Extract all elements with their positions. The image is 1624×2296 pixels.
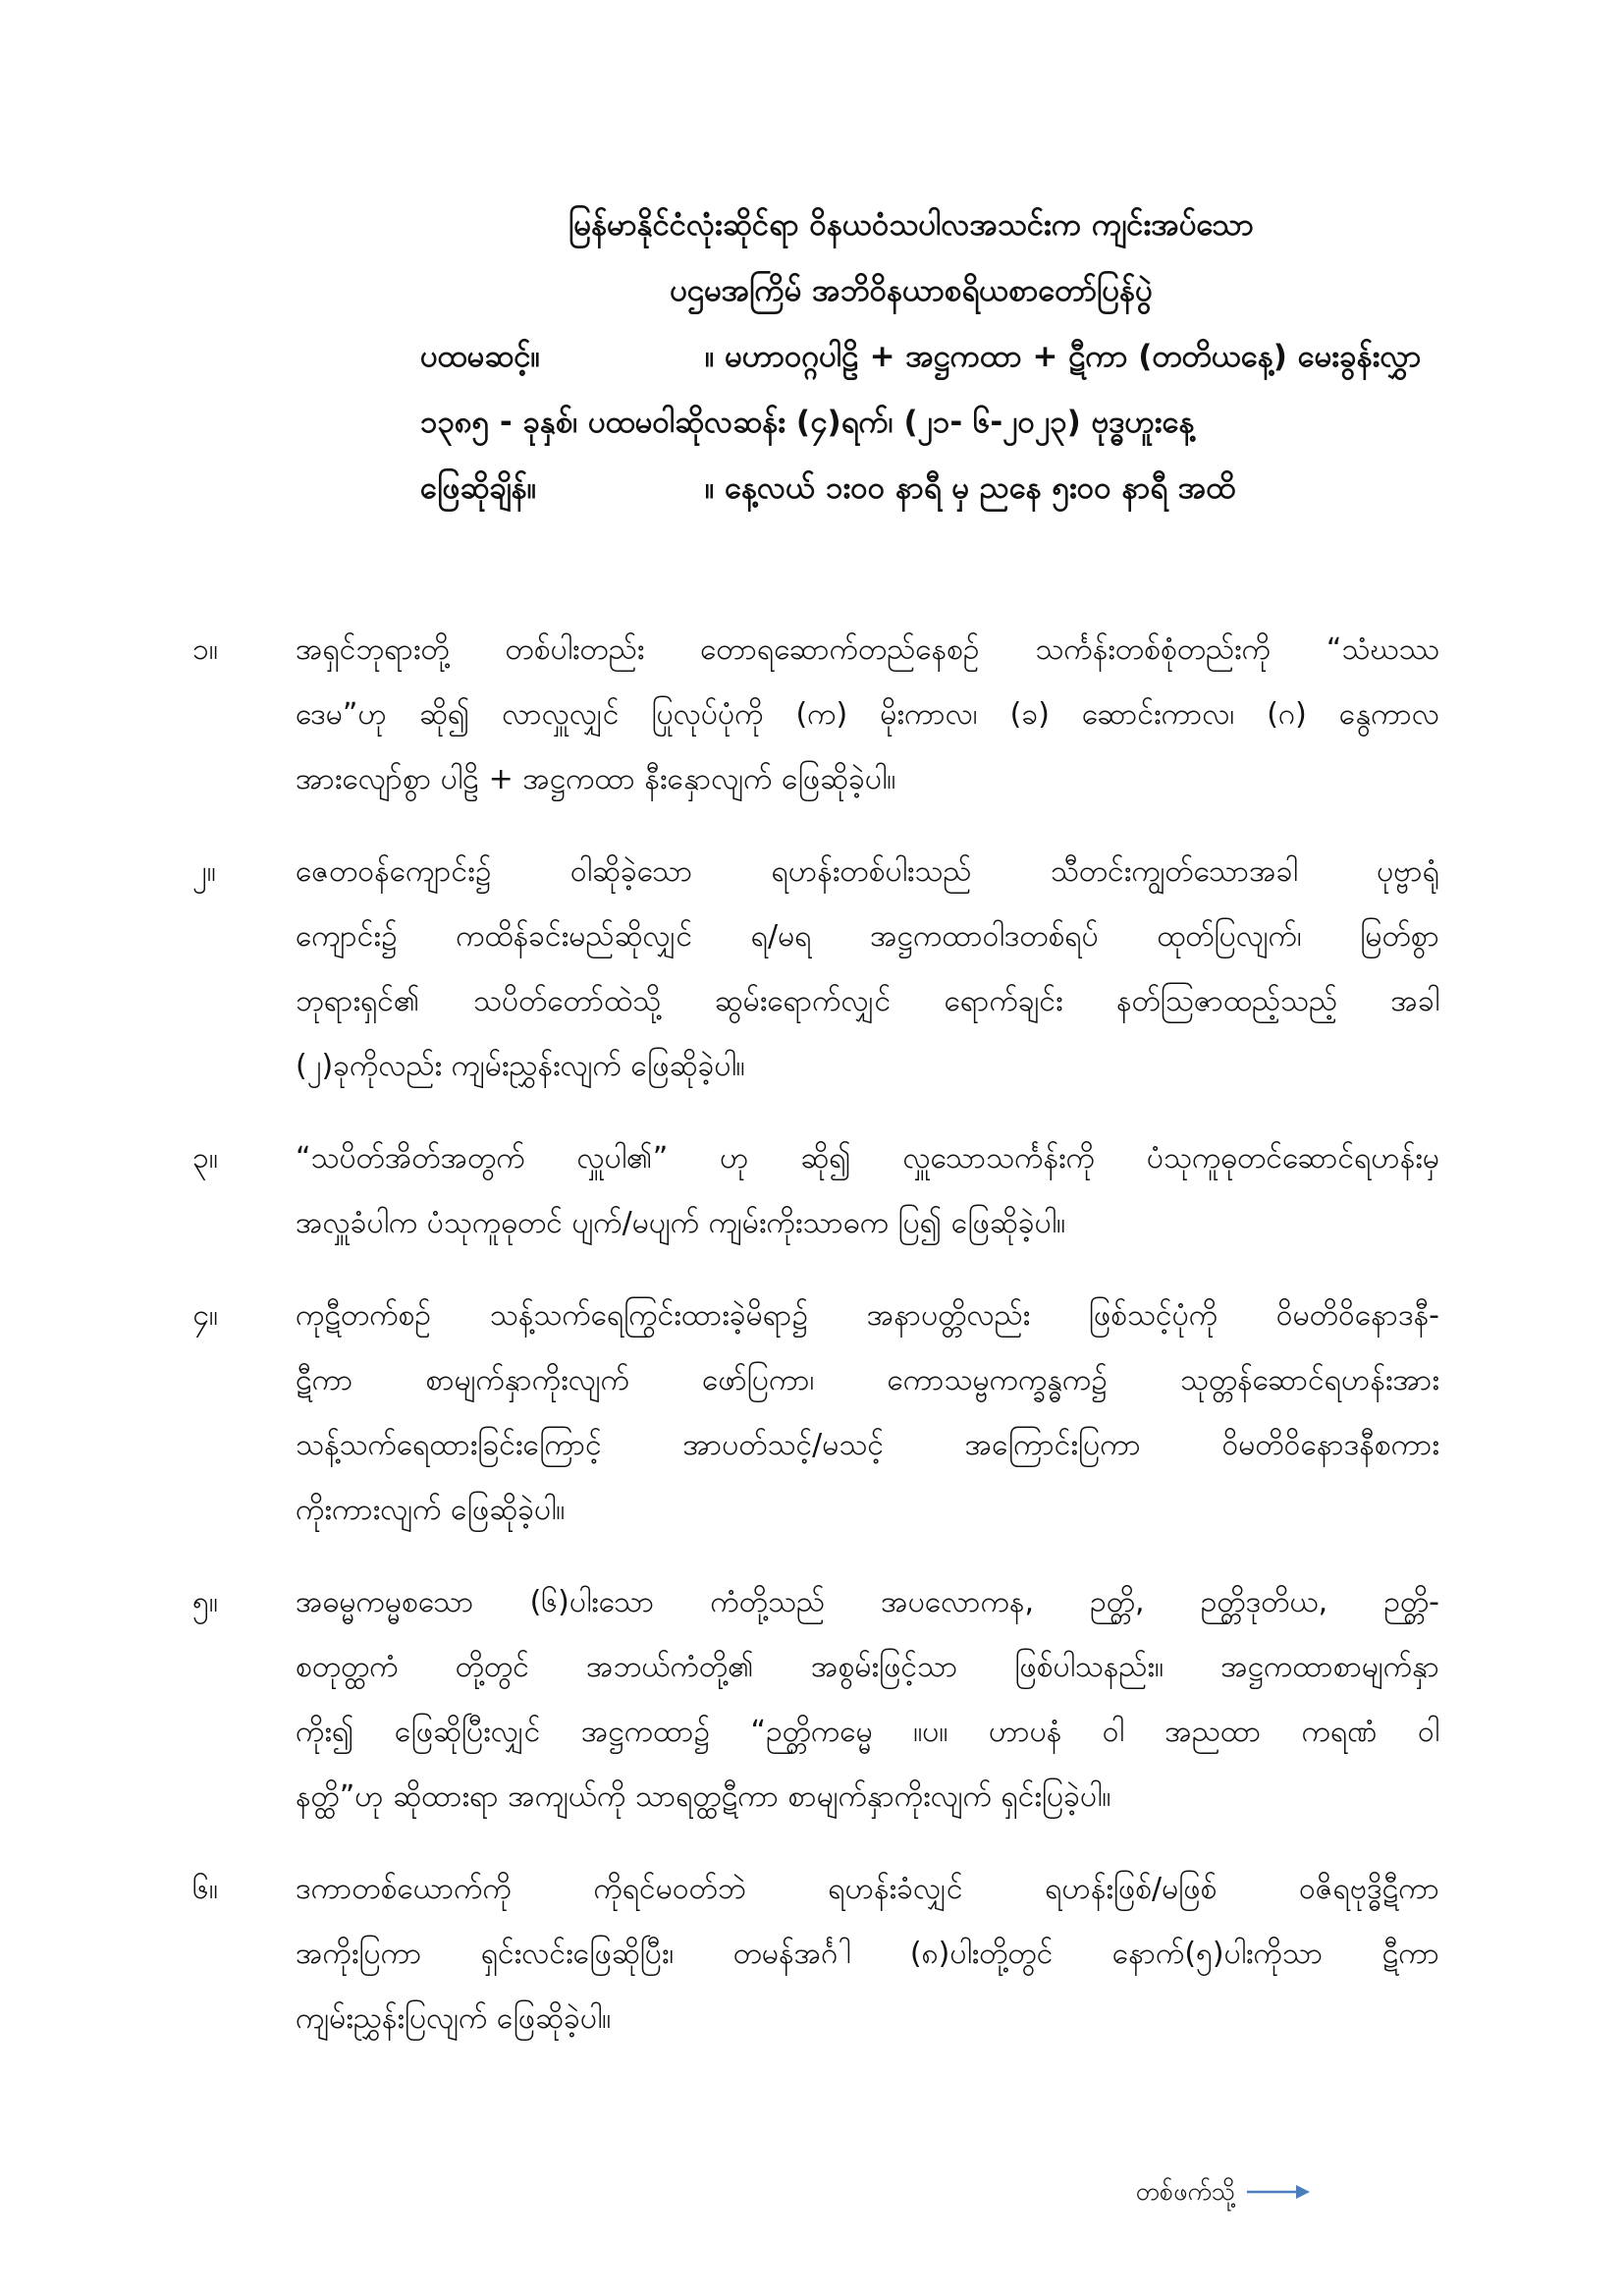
header-stage-row	[420, 324, 1549, 390]
header-time-value: ။ နေ့လယ် ၁း၀၀ နာရီ မှ ညနေ ၅း၀၀ နာရီ အထိ	[705, 470, 1236, 506]
question-line: အလှူခံပါက ပံသုကူဓုတင် ပျက်/မပျက် ကျမ်းကိုးသာဓက ပြ၍ ဖြေဆိုခဲ့ပါ။	[296, 1206, 1066, 1240]
question-text	[296, 1857, 1439, 2051]
question-line: ဒေမ”ဟု ဆို၍ လာလှူလျှင် ပြုလုပ်ပုံကို (က) မိုးကာလ၊ (ခ) ဆောင်းကာလ၊ (ဂ) နွေကာလ	[296, 697, 1439, 732]
question-line: ကျောင်း၌ ကထိန်ခင်းမည်ဆိုလျှင် ရ/မရ အဋ္ဌကထာဝါဒတစ်ရပ် ထုတ်ပြလျက်၊ မြတ်စွာ	[296, 919, 1439, 954]
question-line: ဇေတဝန်ကျောင်း၌ ဝါဆိုခဲ့သော ရဟန်းတစ်ပါးသည် သီတင်းကျွတ်သောအခါ ပုဗ္ဗာရုံ	[296, 854, 1439, 889]
question-number: ၁။	[192, 632, 218, 667]
question-line: “သပိတ်အိတ်အတွက် လှူပါ၏” ဟု ဆို၍ လှူသောသင်္ကန်းကို ပံသုကူဓုတင်ဆောင်ရဟန်းမှ	[296, 1141, 1439, 1175]
header-details	[420, 324, 1549, 521]
arrow-right-icon	[1247, 2182, 1310, 2202]
question-text	[296, 618, 1439, 812]
question-line: နတ္ထိ”ဟု ဆိုထားရာ အကျယ်ကို သာရတ္ထဋီကာ စာမျက်နှာကိုးလျက် ရှင်းပြခဲ့ပါ။	[296, 1779, 1111, 1814]
question-list	[192, 618, 1439, 2079]
question-line: ဒကာတစ်ယောက်ကို ကိုရင်မဝတ်ဘဲ ရဟန်းခံလျှင် ရဟန်းဖြစ်/မဖြစ် ဝဇိရဗုဒ္ဓိဋီကာ	[296, 1872, 1439, 1906]
question-line: သန့်သက်ရေထားခြင်းကြောင့် အာပတ်သင့်/မသင့် အကြောင်းပြကာ ဝိမတိဝိနောဒနီစကား	[296, 1428, 1439, 1462]
header-stage-value: ။ မဟာဝဂ္ဂပါဠိ + အဋ္ဌကထာ + ဋီကာ (တတိယနေ့) မေးခွန်းလွှာ	[705, 339, 1422, 374]
header-stage-label: ပထမဆင့်။	[420, 339, 540, 374]
question-line: ဘုရားရှင်၏ သပိတ်တော်ထဲသို့ ဆွမ်းရောက်လျှင် ရောက်ချင်း နတ်ဩဇာထည့်သည့် အခါ	[296, 984, 1439, 1018]
question-item-2	[192, 840, 1439, 1099]
question-line: အဓမ္မကမ္မစသော (၆)ပါးသော ကံတို့သည် အပလောကန, ဉတ္တိ, ဉတ္တိဒုတိယ, ဉတ္တိ-	[296, 1585, 1439, 1619]
question-text	[296, 1284, 1439, 1543]
question-line: ကိုး၍ ဖြေဆိုပြီးလျှင် အဋ္ဌကထာ၌ “ဉတ္တိကမ္မေ ။ပ။ ဟာပနံ ဝါ အညထာ ကရဏံ ဝါ	[296, 1715, 1439, 1749]
question-line: (၂)ခုကိုလည်း ကျမ်းညွှန်းလျက် ဖြေဆိုခဲ့ပါ။	[296, 1049, 745, 1083]
question-item-5	[192, 1570, 1439, 1830]
question-text	[296, 1570, 1439, 1830]
question-item-4	[192, 1284, 1439, 1543]
question-text	[296, 1126, 1439, 1256]
question-number: ၄။	[192, 1298, 218, 1333]
question-line: အကိုးပြကာ ရှင်းလင်းဖြေဆိုပြီး၊ တမန်အင်္ဂါ (၈)ပါးတို့တွင် နောက်(၅)ပါးကိုသာ ဋီကာ	[296, 1937, 1439, 1971]
question-line: အားလျော်စွာ ပါဠိ + အဋ္ဌကထာ နီးနှောလျက် ဖြေဆိုခဲ့ပါ။	[296, 762, 896, 796]
question-line: ဋီကာ စာမျက်နှာကိုးလျက် ဖော်ပြကာ၊ ကောသမ္ဗကက္ခန္ဓက၌ သုတ္တန်ဆောင်ရဟန်းအား	[296, 1363, 1439, 1397]
question-line: ကုဋီတက်စဉ် သန့်သက်ရေကြွင်းထားခဲ့မိရာ၌ အနာပတ္တိလည်း ဖြစ်သင့်ပုံကို ဝိမတိဝိနောဒနီ-	[296, 1298, 1439, 1333]
header-title-line2: ပဌမအကြိမ် အဘိဝိနယာစရိယစာတော်ပြန်ပွဲ	[670, 273, 1153, 308]
question-item-6	[192, 1857, 1439, 2051]
question-number: ၅။	[192, 1585, 218, 1619]
continue-label: တစ်ဖက်သို့	[1135, 2177, 1235, 2206]
question-line: ကျမ်းညွှန်းပြလျက် ဖြေဆိုခဲ့ပါ။	[296, 2001, 612, 2036]
header-time-label: ဖြေဆိုချိန်။	[420, 470, 537, 506]
question-number: ၂။	[192, 854, 216, 889]
header-title	[371, 192, 1451, 324]
question-item-1	[192, 618, 1439, 812]
question-text	[296, 840, 1439, 1099]
question-line: အရှင်ဘုရားတို့ တစ်ပါးတည်း တောရဆောက်တည်နေစဉ် သင်္ကန်းတစ်စုံတည်းကို “သံဃဿ	[296, 632, 1439, 667]
header-date-line: ၁၃၈၅ - ခုနှစ်၊ ပထမဝါဆိုလဆန်း (၄)ရက်၊ (၂၁- ၆-၂၀၂၃) ဗုဒ္ဓဟူးနေ့	[420, 405, 1195, 440]
question-line: ကိုးကားလျက် ဖြေဆိုခဲ့ပါ။	[296, 1493, 566, 1527]
question-number: ၆။	[192, 1872, 218, 1906]
question-item-3	[192, 1126, 1439, 1256]
question-number: ၃။	[192, 1141, 218, 1175]
question-line: စတုတ္ထကံ တို့တွင် အဘယ်ကံတို့၏ အစွမ်းဖြင့်သာ ဖြစ်ပါသနည်း။ အဋ္ဌကထာစာမျက်နှာ	[296, 1650, 1439, 1684]
header-title-line1: မြန်မာနိုင်ငံလုံးဆိုင်ရာ ဝိနယဝံသပါလအသင်းက ကျင်းအပ်သော	[568, 207, 1254, 243]
header-time-row	[420, 456, 1549, 521]
